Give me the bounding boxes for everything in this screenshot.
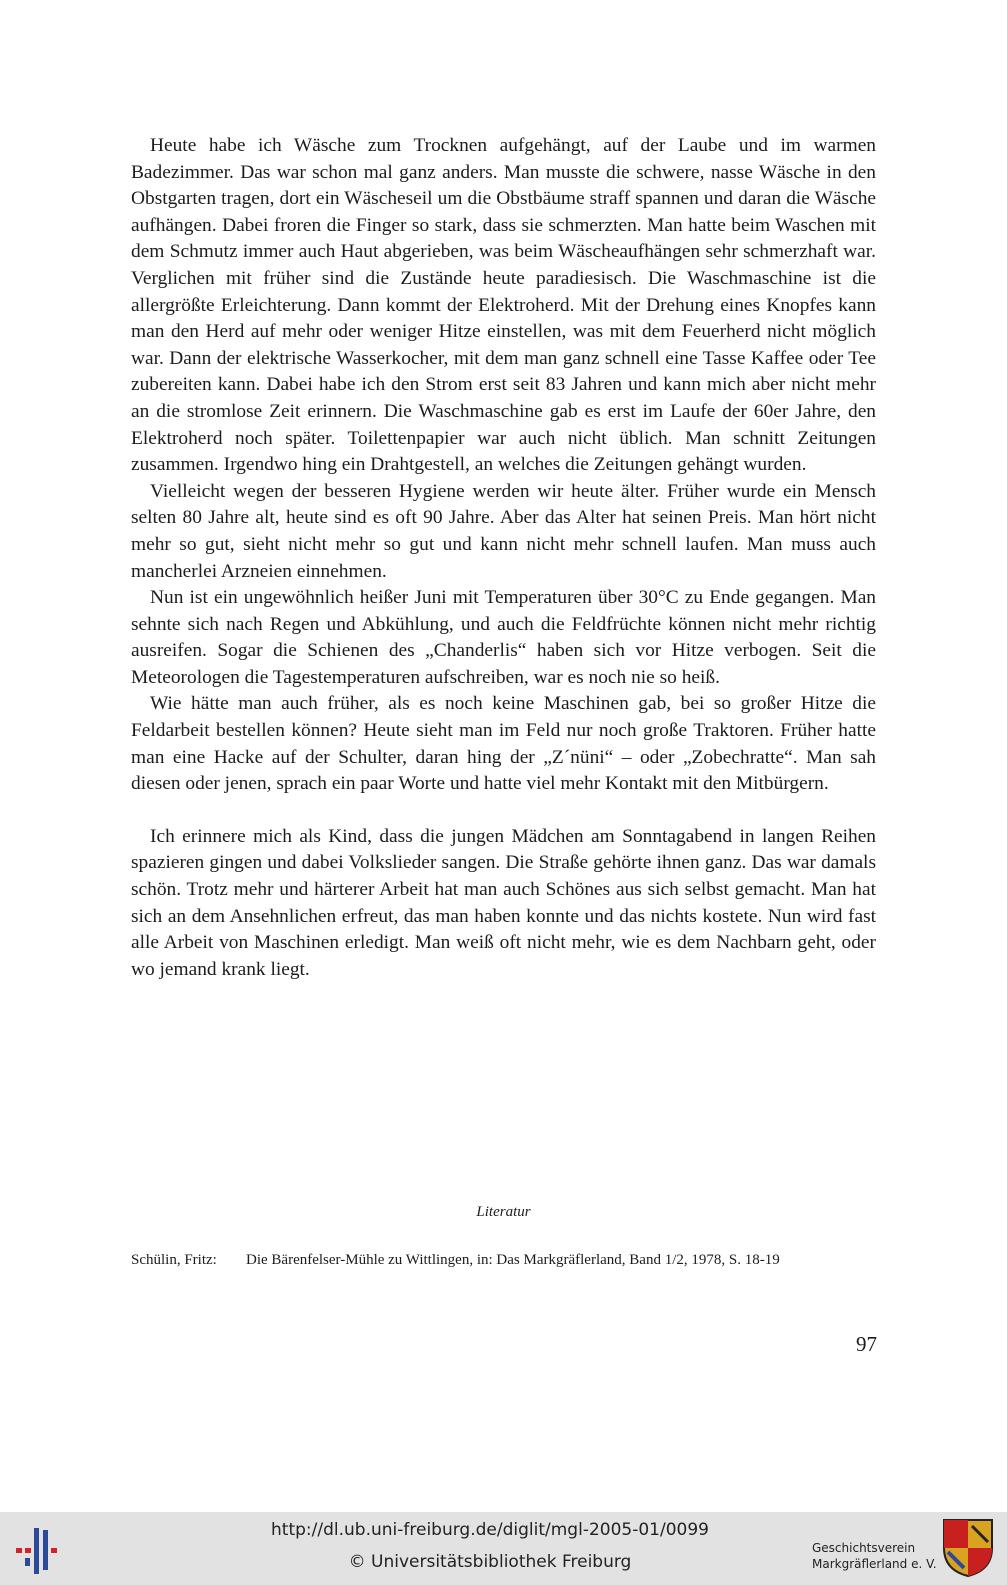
paragraph-1: Heute habe ich Wäsche zum Trocknen aufgehängt, auf der Laube und im warmen Badezimmer. Das war schon mal ganz anders. Man musste die schwere, nasse Wäsche in den Obstgarten tragen, dort ein Wäscheseil um die Obstbäume straff spannen und daran die Wäsche aufhängen. Dabei froren die Finger so stark, dass sie schmerzten. Man hatte beim Waschen mit dem Schmutz immer auch Haut abgerieben, was beim Wäscheaufhängen sehr schmerzhaft war. Verglichen mit früher sind die Zustände heute paradiesisch. Die Waschmaschine ist die allergrößte Erleichterung. Dann kommt der Elektroherd. Mit der Drehung eines Knopfes kann man den Herd auf mehr oder weniger Hitze einstellen, was mit dem Feuerherd nicht möglich war. Dann der elektrische Wasserkocher, mit dem man ganz schnell eine Tasse Kaffee oder Tee zubereiten kann. Dabei habe ich den Strom erst seit 83 Jahren und kann mich aber nicht mehr an die stromlose Zeit erinnern. Die Waschmaschine gab es erst im Laufe der 60er Jahre, den Elektroherd noch später. Toilettenpapier war auch nicht üblich. Man schnitt Zeitungen zusammen. Irgendwo hing ein Drahtgestell, an welches die Zeitungen gehängt wurden. (131, 135, 876, 476)
paragraph-4: Wie hätte man auch früher, als es noch keine Maschinen gab, bei so großer Hitze die Feldarbeit bestellen können? Heute sieht man im Feld nur noch große Traktoren. Früher hatte man eine Hacke auf der Schulter, daran hing der „Z´nüni“ – oder „Zobechratte“. Man sah diesen oder jenen, sprach ein paar Worte und hatte viel mehr Kontakt mit den Mitbürgern. (131, 693, 876, 795)
paragraph-2: Vielleicht wegen der besseren Hygiene werden wir heute älter. Früher wurde ein Mensch selten 80 Jahre alt, heute sind es oft 90 Jahre. Aber das Alter hat seinen Preis. Man hört nicht mehr so gut, sieht nicht mehr so gut und kann nicht mehr schnell laufen. Man muss auch mancherlei Arzneien einnehmen. (131, 480, 876, 582)
paragraph-3: Nun ist ein ungewöhnlich heißer Juni mit Temperaturen über 30°C zu Ende gegangen. Man sehnte sich nach Regen und Abkühlung, und auch die Feldfrüchte können nicht mehr richtig ausreifen. Sogar die Schienen des „Chanderlis“ haben sich vor Hitze verbogen. Seit die Meteorologen die Tagestemperaturen aufschreiben, war es noch nie so heiß. (131, 587, 876, 688)
copyright-text: © Universitätsbibliothek Freiburg (348, 1552, 632, 1572)
literature-heading: Literatur (476, 1204, 531, 1220)
literature-entry (131, 1250, 876, 1270)
literature-text: Die Bärenfelser-Mühle zu Wittlingen, in: Das Markgräflerland, Band 1/2, 1978, S. 18-19 (246, 1252, 780, 1268)
association-name (812, 1540, 937, 1572)
page-number: 97 (856, 1332, 877, 1356)
association-line-2: Markgräflerland e. V. (812, 1557, 937, 1571)
association-line-1: Geschichtsverein (812, 1541, 916, 1555)
document-url-link[interactable]: http://dl.ub.uni-freiburg.de/diglit/mgl-2005-01/0099 (271, 1520, 709, 1540)
association-crest-icon (942, 1518, 994, 1578)
paragraph-5: Ich erinnere mich als Kind, dass die jungen Mädchen am Sonntagabend in langen Reihen spazieren gingen und dabei Volkslieder sangen. Die Straße gehörte ihnen ganz. Das war damals schön. Trotz mehr und härterer Arbeit hat man auch Schönes aus sich selbst gemacht. Man hat sich an dem Ansehnlichen erfreut, das man haben konnte und das nichts kostete. Nun wird fast alle Arbeit von Maschinen erledigt. Man weiß oft nicht mehr, wie es dem Nachbarn geht, oder wo jemand krank liegt. (131, 825, 876, 980)
page-body (131, 133, 876, 983)
footer-bar (0, 1512, 1007, 1585)
literature-author: Schülin, Fritz: (131, 1252, 217, 1268)
university-library-logo-icon (14, 1526, 64, 1576)
